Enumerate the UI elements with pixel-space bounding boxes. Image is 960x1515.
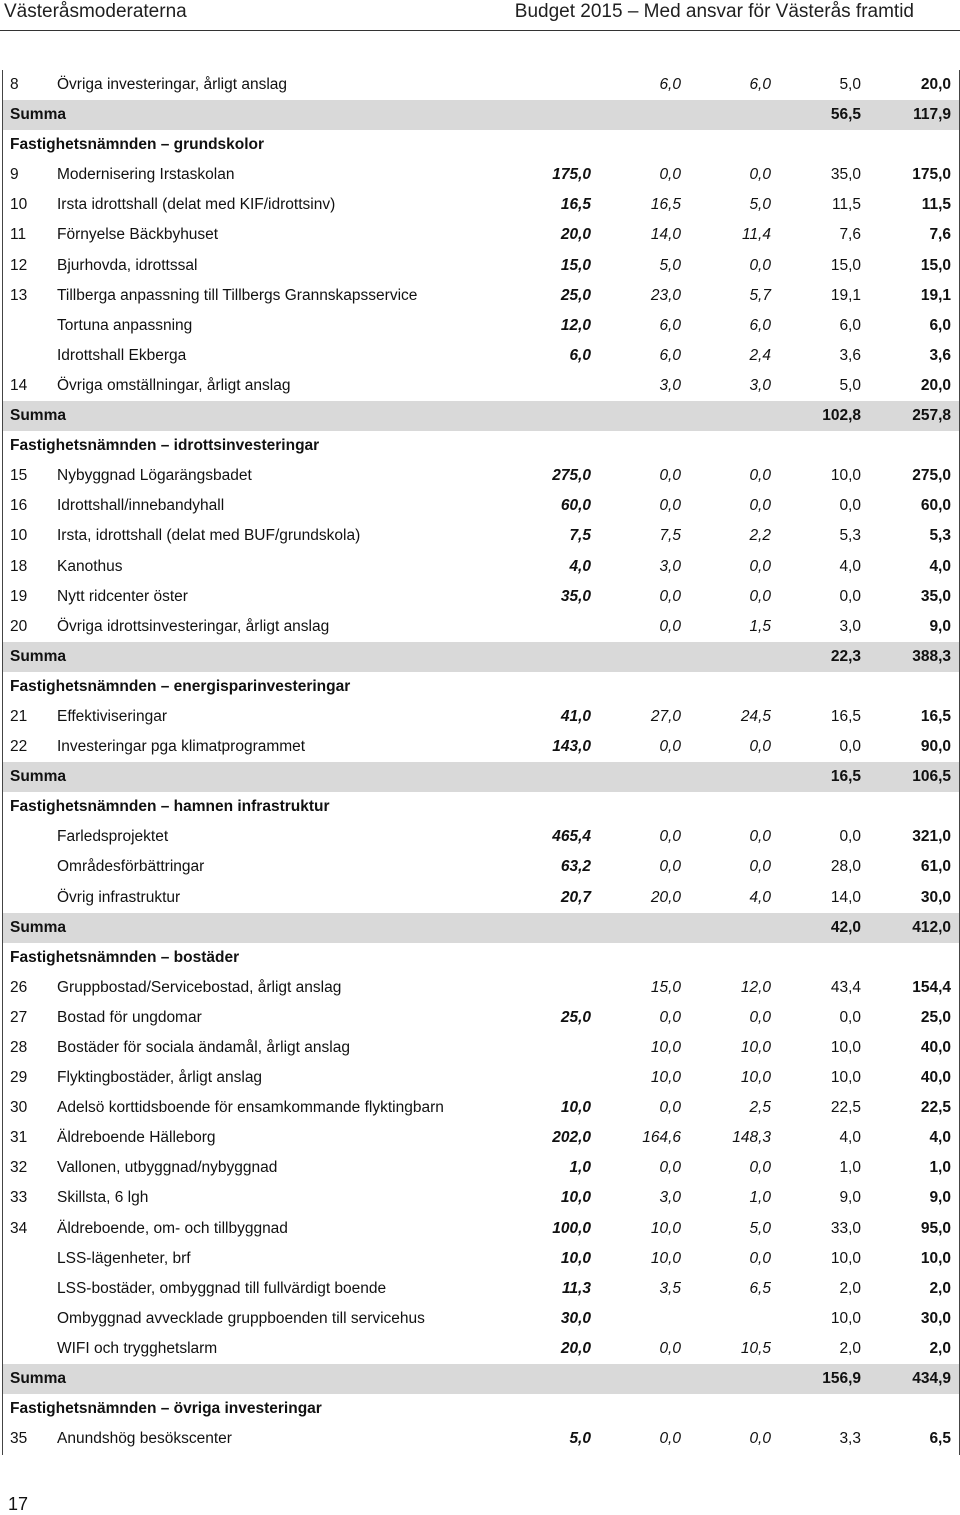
row-name: Adelsö korttidsboende för ensamkommande flyktingbarn — [57, 1099, 444, 1117]
value-col-2: 6,0 — [659, 316, 681, 334]
section-heading: Fastighetsnämnden – bostäder — [10, 948, 240, 966]
row-number: 34 — [10, 1219, 28, 1237]
value-total-budget: 10,0 — [560, 1099, 591, 1117]
row-name: Farledsprojektet — [57, 828, 169, 846]
table-row — [3, 1063, 959, 1093]
value-col-5: 16,5 — [920, 707, 951, 725]
value-col-2: 0,0 — [659, 1430, 681, 1448]
row-name: Irsta idrottshall (delat med KIF/idrottsinv) — [57, 196, 336, 214]
value-total-budget: 60,0 — [560, 497, 591, 515]
section-heading: Fastighetsnämnden – hamnen infrastruktur — [10, 798, 330, 816]
value-total-budget: 35,0 — [560, 587, 591, 605]
summa-value-col-5: 106,5 — [912, 768, 951, 786]
value-total-budget: 5,0 — [569, 1430, 591, 1448]
row-name: Tortuna anpassning — [57, 316, 193, 334]
value-total-budget: 275,0 — [552, 467, 591, 485]
table-row — [3, 1334, 959, 1364]
section-heading: Fastighetsnämnden – övriga investeringar — [10, 1400, 322, 1418]
value-col-2: 0,0 — [659, 1159, 681, 1177]
value-total-budget: 41,0 — [560, 707, 591, 725]
row-number: 22 — [10, 738, 28, 756]
value-col-5: 4,0 — [929, 557, 951, 575]
value-col-4: 0,0 — [839, 497, 861, 515]
value-col-5: 25,0 — [920, 1008, 951, 1026]
value-col-4: 10,0 — [830, 1309, 861, 1327]
table-row — [3, 1424, 959, 1454]
value-col-5: 154,4 — [912, 978, 951, 996]
row-name: Kanothus — [57, 557, 123, 575]
row-number: 8 — [10, 76, 19, 93]
value-total-budget: 20,0 — [560, 1339, 591, 1357]
row-name: Flyktingbostäder, årligt anslag — [57, 1069, 263, 1087]
value-col-3: 6,5 — [749, 1279, 771, 1297]
row-number: 33 — [10, 1189, 28, 1207]
value-col-4: 4,0 — [839, 1129, 861, 1147]
value-col-5: 90,0 — [920, 738, 951, 756]
row-name: Övriga omställningar, årligt anslag — [57, 376, 291, 394]
value-col-3: 0,0 — [749, 587, 771, 605]
row-number: 14 — [10, 376, 28, 394]
section-heading-row — [3, 672, 959, 702]
table-row — [3, 1214, 959, 1244]
value-col-2: 0,0 — [659, 1099, 681, 1117]
value-col-2: 7,5 — [659, 527, 681, 545]
value-col-5: 6,0 — [929, 316, 951, 334]
table-row — [3, 190, 959, 220]
section-heading-row — [3, 792, 959, 822]
summa-row — [3, 401, 959, 431]
table-row — [3, 1153, 959, 1183]
section-heading-row — [3, 1394, 959, 1424]
value-col-2: 0,0 — [659, 467, 681, 485]
value-col-3: 148,3 — [732, 1129, 771, 1147]
summa-value-col-4: 22,3 — [830, 647, 861, 665]
value-total-budget: 7,5 — [569, 527, 591, 545]
row-name: WIFI och trygghetslarm — [57, 1339, 218, 1357]
summa-label: Summa — [10, 647, 66, 665]
value-col-2: 10,0 — [650, 1039, 681, 1056]
value-col-4: 0,0 — [839, 738, 861, 756]
value-col-2: 6,0 — [659, 76, 681, 93]
value-col-2: 5,0 — [659, 256, 681, 274]
summa-label: Summa — [10, 1370, 66, 1388]
value-col-2: 10,0 — [650, 1219, 681, 1237]
row-name: Skillsta, 6 lgh — [57, 1189, 149, 1207]
row-name: Investeringar pga klimatprogrammet — [57, 738, 306, 756]
table-row — [3, 1183, 959, 1213]
row-name: Ombyggnad avvecklade gruppboenden till servicehus — [57, 1309, 425, 1327]
summa-value-col-4: 42,0 — [830, 918, 861, 936]
page-number: 17 — [8, 1494, 29, 1514]
value-col-3: 2,5 — [749, 1099, 771, 1117]
value-col-5: 20,0 — [920, 76, 951, 93]
value-col-5: 275,0 — [912, 467, 951, 485]
value-col-2: 0,0 — [659, 166, 681, 184]
summa-label: Summa — [10, 106, 66, 124]
table-row — [3, 732, 959, 762]
value-col-3: 0,0 — [749, 557, 771, 575]
value-col-4: 2,0 — [839, 1339, 861, 1357]
value-col-5: 30,0 — [920, 1309, 951, 1327]
value-col-3: 11,4 — [741, 226, 771, 244]
row-name: Vallonen, utbyggnad/nybyggnad — [57, 1159, 278, 1177]
value-col-4: 1,0 — [839, 1159, 861, 1177]
value-col-4: 35,0 — [830, 166, 861, 184]
value-total-budget: 202,0 — [552, 1129, 591, 1147]
summa-value-col-4: 56,5 — [830, 106, 861, 124]
value-col-2: 0,0 — [659, 858, 681, 876]
value-col-4: 6,0 — [839, 316, 861, 334]
value-col-3: 3,0 — [749, 376, 771, 394]
value-total-budget: 12,0 — [560, 316, 591, 334]
value-total-budget: 10,0 — [560, 1189, 591, 1207]
row-name: Idrottshall/innebandyhall — [57, 497, 225, 515]
row-number: 21 — [10, 707, 28, 725]
value-total-budget: 143,0 — [552, 738, 591, 756]
value-col-2: 0,0 — [659, 617, 681, 635]
value-col-2: 23,0 — [650, 286, 681, 304]
value-col-3: 5,0 — [749, 1219, 771, 1237]
table-row — [3, 973, 959, 1003]
value-col-4: 10,0 — [830, 1249, 861, 1267]
row-number: 16 — [10, 497, 28, 515]
value-col-2: 0,0 — [659, 587, 681, 605]
value-total-budget: 30,0 — [560, 1309, 591, 1327]
value-col-5: 2,0 — [929, 1339, 951, 1357]
row-number: 15 — [10, 467, 28, 485]
table-row — [3, 582, 959, 612]
value-col-4: 5,0 — [839, 376, 861, 394]
value-total-budget: 20,7 — [560, 888, 591, 906]
table-row — [3, 341, 959, 371]
table-row — [3, 461, 959, 491]
value-col-5: 9,0 — [929, 617, 951, 635]
section-heading: Fastighetsnämnden – energisparinvesteringar — [10, 677, 351, 695]
value-total-budget: 25,0 — [560, 1008, 591, 1026]
value-col-3: 10,5 — [740, 1339, 771, 1357]
value-col-4: 0,0 — [839, 587, 861, 605]
row-number: 27 — [10, 1008, 28, 1026]
value-col-4: 9,0 — [839, 1189, 861, 1207]
value-col-5: 9,0 — [929, 1189, 951, 1207]
value-col-2: 0,0 — [659, 1008, 681, 1026]
summa-value-col-4: 102,8 — [822, 407, 861, 425]
row-name: LSS-bostäder, ombyggnad till fullvärdigt boende — [57, 1279, 387, 1297]
summa-row — [3, 642, 959, 672]
row-number: 19 — [10, 587, 28, 605]
value-col-4: 43,4 — [830, 978, 861, 996]
summa-label: Summa — [10, 407, 66, 425]
value-total-budget: 15,0 — [560, 256, 591, 274]
value-col-4: 3,6 — [839, 346, 861, 364]
row-number: 12 — [10, 256, 28, 274]
value-col-4: 10,0 — [830, 1069, 861, 1087]
header-divider — [0, 30, 960, 31]
value-col-5: 6,5 — [929, 1430, 951, 1448]
row-name: Äldreboende Hälleborg — [57, 1129, 216, 1147]
row-number: 18 — [10, 557, 28, 575]
value-col-3: 24,5 — [740, 707, 771, 725]
value-col-2: 16,5 — [650, 196, 681, 214]
row-number: 9 — [10, 166, 19, 184]
value-col-5: 22,5 — [920, 1099, 951, 1117]
value-col-5: 321,0 — [912, 828, 951, 846]
summa-row — [3, 762, 959, 792]
summa-value-col-4: 16,5 — [830, 768, 861, 786]
value-total-budget: 6,0 — [569, 346, 591, 364]
value-col-5: 3,6 — [929, 346, 951, 364]
value-total-budget: 10,0 — [560, 1249, 591, 1267]
section-heading: Fastighetsnämnden – grundskolor — [10, 136, 265, 154]
value-total-budget: 25,0 — [560, 286, 591, 304]
table-row — [3, 552, 959, 582]
value-total-budget: 465,4 — [552, 828, 591, 846]
table-row — [3, 311, 959, 341]
value-col-5: 30,0 — [920, 888, 951, 906]
value-col-4: 15,0 — [830, 256, 861, 274]
value-total-budget: 63,2 — [560, 858, 591, 876]
value-col-5: 60,0 — [920, 497, 951, 515]
value-col-3: 0,0 — [749, 1008, 771, 1026]
row-name: Övrig infrastruktur — [57, 888, 181, 906]
value-col-2: 6,0 — [659, 346, 681, 364]
row-name: Områdesförbättringar — [57, 858, 205, 876]
row-name: Irsta, idrottshall (delat med BUF/grundskola) — [57, 527, 361, 545]
summa-row — [3, 1364, 959, 1394]
row-name: Bjurhovda, idrottssal — [57, 256, 198, 274]
row-name: Modernisering Irstaskolan — [57, 166, 235, 184]
value-col-4: 33,0 — [830, 1219, 861, 1237]
header-organization: Västeråsmoderaterna — [4, 1, 187, 22]
table-row — [3, 1123, 959, 1153]
value-col-5: 19,1 — [920, 286, 951, 304]
section-heading-row — [3, 130, 959, 160]
value-col-5: 10,0 — [920, 1249, 951, 1267]
value-col-3: 0,0 — [749, 858, 771, 876]
row-name: LSS-lägenheter, brf — [57, 1249, 191, 1267]
table-row — [3, 371, 959, 401]
row-name: Bostad för ungdomar — [57, 1008, 202, 1026]
value-col-4: 16,5 — [830, 707, 861, 725]
value-col-4: 5,0 — [839, 76, 861, 93]
value-col-5: 35,0 — [920, 587, 951, 605]
row-number: 31 — [10, 1129, 28, 1147]
table-row — [3, 281, 959, 311]
investment-budget-table — [2, 70, 960, 1455]
row-name: Bostäder för sociala ändamål, årligt anslag — [57, 1039, 350, 1056]
row-number: 13 — [10, 286, 28, 304]
value-col-4: 28,0 — [830, 858, 861, 876]
value-col-5: 5,3 — [929, 527, 951, 545]
row-name: Förnyelse Bäckbyhuset — [57, 226, 219, 244]
value-col-5: 15,0 — [920, 256, 951, 274]
value-col-2: 0,0 — [659, 828, 681, 846]
row-name: Tillberga anpassning till Tillbergs Grannskapsservice — [57, 286, 418, 304]
value-col-4: 2,0 — [839, 1279, 861, 1297]
table-row — [3, 220, 959, 250]
table-row — [3, 1093, 959, 1123]
section-heading-row — [3, 431, 959, 461]
value-col-3: 4,0 — [749, 888, 771, 906]
table-row — [3, 491, 959, 521]
value-col-2: 14,0 — [650, 226, 681, 244]
summa-row — [3, 913, 959, 943]
summa-value-col-5: 257,8 — [912, 407, 951, 425]
value-col-4: 5,3 — [839, 527, 861, 545]
value-col-3: 12,0 — [740, 978, 771, 996]
table-row — [3, 702, 959, 732]
value-col-4: 10,0 — [830, 1039, 861, 1056]
value-col-5: 11,5 — [921, 196, 951, 214]
value-col-3: 0,0 — [749, 467, 771, 485]
value-col-4: 3,0 — [839, 617, 861, 635]
value-col-2: 27,0 — [650, 707, 681, 725]
table-row — [3, 70, 959, 100]
row-name: Idrottshall Ekberga — [57, 346, 187, 364]
row-number: 10 — [10, 527, 28, 545]
value-col-2: 15,0 — [650, 978, 681, 996]
value-col-4: 4,0 — [839, 557, 861, 575]
summa-row — [3, 100, 959, 130]
row-number: 28 — [10, 1039, 28, 1056]
value-col-5: 20,0 — [920, 376, 951, 394]
value-col-5: 2,0 — [929, 1279, 951, 1297]
value-col-4: 22,5 — [830, 1099, 861, 1117]
page-header — [0, 0, 960, 30]
value-col-3: 1,5 — [749, 617, 771, 635]
row-name: Effektiviseringar — [57, 707, 167, 725]
value-col-2: 0,0 — [659, 738, 681, 756]
row-number: 35 — [10, 1430, 28, 1448]
value-col-2: 10,0 — [650, 1249, 681, 1267]
value-col-3: 0,0 — [749, 1249, 771, 1267]
value-col-2: 164,6 — [642, 1129, 681, 1147]
value-col-3: 0,0 — [749, 1430, 771, 1448]
value-col-5: 40,0 — [920, 1039, 951, 1056]
row-number: 20 — [10, 617, 28, 635]
table-row — [3, 1304, 959, 1334]
summa-value-col-5: 412,0 — [912, 918, 951, 936]
row-name: Gruppbostad/Servicebostad, årligt anslag — [57, 978, 342, 996]
value-col-2: 3,5 — [659, 1279, 681, 1297]
row-number: 26 — [10, 978, 28, 996]
value-col-3: 5,0 — [749, 196, 771, 214]
value-col-3: 2,2 — [749, 527, 771, 545]
table-row — [3, 822, 959, 852]
value-col-3: 6,0 — [749, 76, 771, 93]
table-row — [3, 1003, 959, 1033]
value-total-budget: 1,0 — [569, 1159, 591, 1177]
row-name: Övriga idrottsinvesteringar, årligt anslag — [57, 617, 330, 635]
value-col-3: 0,0 — [749, 1159, 771, 1177]
value-col-2: 20,0 — [650, 888, 681, 906]
value-col-3: 0,0 — [749, 166, 771, 184]
value-col-4: 10,0 — [830, 467, 861, 485]
summa-label: Summa — [10, 918, 66, 936]
row-name: Äldreboende, om- och tillbyggnad — [57, 1219, 288, 1237]
row-number: 30 — [10, 1099, 28, 1117]
value-col-3: 1,0 — [749, 1189, 771, 1207]
table-row — [3, 251, 959, 281]
summa-value-col-5: 434,9 — [912, 1370, 951, 1388]
value-col-2: 0,0 — [659, 497, 681, 515]
value-total-budget: 20,0 — [560, 226, 591, 244]
table-row — [3, 883, 959, 913]
value-total-budget: 100,0 — [552, 1219, 591, 1237]
row-name: Övriga investeringar, årligt anslag — [57, 76, 288, 93]
value-col-2: 0,0 — [659, 1339, 681, 1357]
table-row — [3, 1033, 959, 1063]
value-col-4: 19,1 — [830, 286, 861, 304]
row-number: 11 — [10, 226, 27, 244]
value-col-5: 1,0 — [929, 1159, 951, 1177]
row-number: 10 — [10, 196, 28, 214]
value-col-4: 0,0 — [839, 828, 861, 846]
value-col-5: 175,0 — [912, 166, 951, 184]
header-document-title: Budget 2015 – Med ansvar för Västerås framtid — [514, 1, 914, 22]
value-total-budget: 175,0 — [552, 166, 591, 184]
value-col-2: 10,0 — [650, 1069, 681, 1087]
value-col-3: 0,0 — [749, 256, 771, 274]
value-col-3: 10,0 — [740, 1039, 771, 1056]
value-col-3: 2,4 — [749, 346, 771, 364]
summa-value-col-5: 388,3 — [912, 647, 951, 665]
table-row — [3, 1244, 959, 1274]
value-col-3: 6,0 — [749, 316, 771, 334]
value-col-5: 95,0 — [920, 1219, 951, 1237]
row-number: 32 — [10, 1159, 28, 1177]
value-col-4: 3,3 — [839, 1430, 861, 1448]
value-col-3: 0,0 — [749, 738, 771, 756]
table-row — [3, 612, 959, 642]
value-col-5: 7,6 — [929, 226, 951, 244]
row-name: Anundshög besökscenter — [57, 1430, 232, 1448]
value-col-5: 40,0 — [920, 1069, 951, 1087]
table-row — [3, 1274, 959, 1304]
value-col-4: 14,0 — [830, 888, 861, 906]
summa-label: Summa — [10, 768, 66, 786]
section-heading-row — [3, 943, 959, 973]
summa-value-col-4: 156,9 — [822, 1370, 861, 1388]
value-col-5: 61,0 — [920, 858, 951, 876]
table-row — [3, 852, 959, 882]
value-total-budget: 11,3 — [561, 1279, 591, 1297]
section-heading: Fastighetsnämnden – idrottsinvesteringar — [10, 437, 320, 455]
table-row — [3, 160, 959, 190]
value-col-3: 0,0 — [749, 497, 771, 515]
row-number: 29 — [10, 1069, 28, 1087]
value-col-4: 0,0 — [839, 1008, 861, 1026]
value-col-3: 10,0 — [740, 1069, 771, 1087]
value-col-4: 7,6 — [839, 226, 861, 244]
value-col-3: 5,7 — [749, 286, 771, 304]
value-col-5: 4,0 — [929, 1129, 951, 1147]
table-row — [3, 521, 959, 551]
row-name: Nybyggnad Lögarängsbadet — [57, 467, 252, 485]
summa-value-col-5: 117,9 — [913, 106, 951, 124]
value-col-4: 11,5 — [831, 196, 861, 214]
row-name: Nytt ridcenter öster — [57, 587, 188, 605]
value-col-2: 3,0 — [659, 376, 681, 394]
value-col-3: 0,0 — [749, 828, 771, 846]
value-total-budget: 16,5 — [560, 196, 591, 214]
value-col-2: 3,0 — [659, 557, 681, 575]
value-total-budget: 4,0 — [569, 557, 591, 575]
value-col-2: 3,0 — [659, 1189, 681, 1207]
